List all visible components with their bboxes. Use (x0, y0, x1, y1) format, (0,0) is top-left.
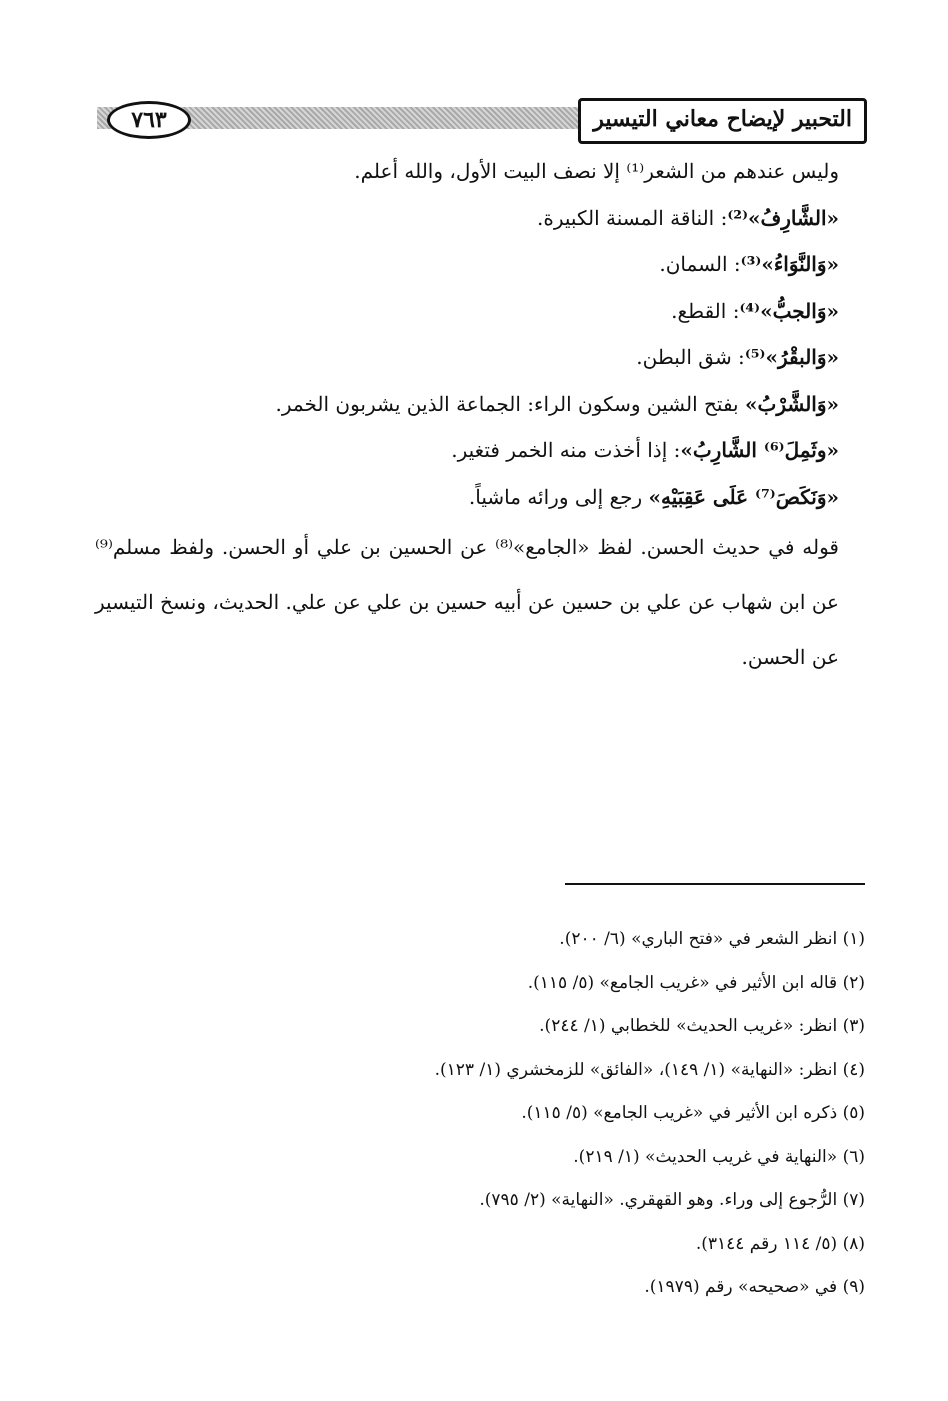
footnote: (٤) انظر: «النهاية» (١/ ١٤٩)، «الفائق» للزمخشري (١/ ١٢٣). (434, 1059, 865, 1080)
gloss-line (95, 195, 865, 242)
body-paragraph: قوله في حديث الحسن. لفظ «الجامع»⁽⁸⁾ عن الحسين بن علي أو الحسن. ولفظ مسلم⁽⁹⁾ عن ابن شهاب عن علي بن حسين عن أبيه حسين بن علي عن علي. الحديث، ونسخ التيسير عن الحسن. (95, 535, 839, 669)
footnote-separator (565, 883, 865, 885)
footnote: (١) انظر الشعر في «فتح الباري» (٦/ ٢٠٠). (559, 929, 865, 949)
gloss-line (95, 474, 865, 521)
gloss-term: «وَالجبُّ»⁽⁴⁾ (739, 298, 839, 323)
footnote: (٢) قاله ابن الأثير في «غريب الجامع» (٥/ ١١٥). (527, 972, 865, 993)
gloss-term: «الشَّارِفُ»⁽²⁾ (727, 205, 839, 230)
gloss-term: «وَالشَّرْبُ» (744, 391, 839, 416)
book-title: التحبير لإيضاح معاني التيسير (578, 98, 867, 144)
gloss-definition: : السمان. (659, 252, 741, 276)
gloss-line (95, 241, 865, 288)
gloss-term: «وَالنَّوَاءُ»⁽³⁾ (740, 252, 839, 276)
main-text (95, 148, 865, 685)
page-number: ٧٦٣ (107, 101, 191, 139)
gloss-definition: : شق البطن. (636, 345, 745, 369)
gloss-line (95, 381, 865, 428)
footnote: (٦) «النهاية في غريب الحديث» (١/ ٢١٩). (573, 1146, 865, 1167)
footnote: (٨) (٥/ ١١٤ رقم ٣١٤٤). (695, 1233, 865, 1254)
footnote: (٧) الرُّجوع إلى وراء. وهو القهقري. «النهاية» (٢/ ٧٩٥). (479, 1190, 865, 1210)
footnote: (٩) في «صحيحه» رقم (١٩٧٩). (644, 1277, 865, 1297)
gloss-line (95, 334, 865, 381)
gloss-definition: : القطع. (671, 298, 740, 323)
gloss-line (95, 288, 865, 335)
page-header (97, 98, 867, 144)
footnote: (٣) انظر: «غريب الحديث» للخطابي (١/ ٢٤٤). (539, 1016, 865, 1036)
gloss-term: «وَنَكَصَ⁽⁷⁾ عَلَى عَقِبَيْهِ» (648, 484, 839, 509)
gloss-definition: بفتح الشين وسكون الراء: الجماعة الذين يشربون الخمر. (275, 391, 745, 416)
gloss-term: «وثَمِلَ⁽⁶⁾ الشَّارِبُ» (680, 438, 839, 462)
footnotes (95, 918, 865, 1310)
gloss-definition: : إذا أخذت منه الخمر فتغير. (451, 438, 681, 462)
gloss-term: «وَالبقْرُ»⁽⁵⁾ (744, 345, 839, 369)
footnote: (٥) ذكره ابن الأثير في «غريب الجامع» (٥/ ١١٥). (521, 1103, 865, 1123)
gloss-definition: رجع إلى ورائه ماشياً. (468, 484, 649, 509)
body-line: وليس عندهم من الشعر⁽¹⁾ إلا نصف البيت الأول، والله أعلم. (354, 159, 839, 183)
gloss-line (95, 427, 865, 474)
gloss-definition: : الناقة المسنة الكبيرة. (537, 205, 728, 230)
